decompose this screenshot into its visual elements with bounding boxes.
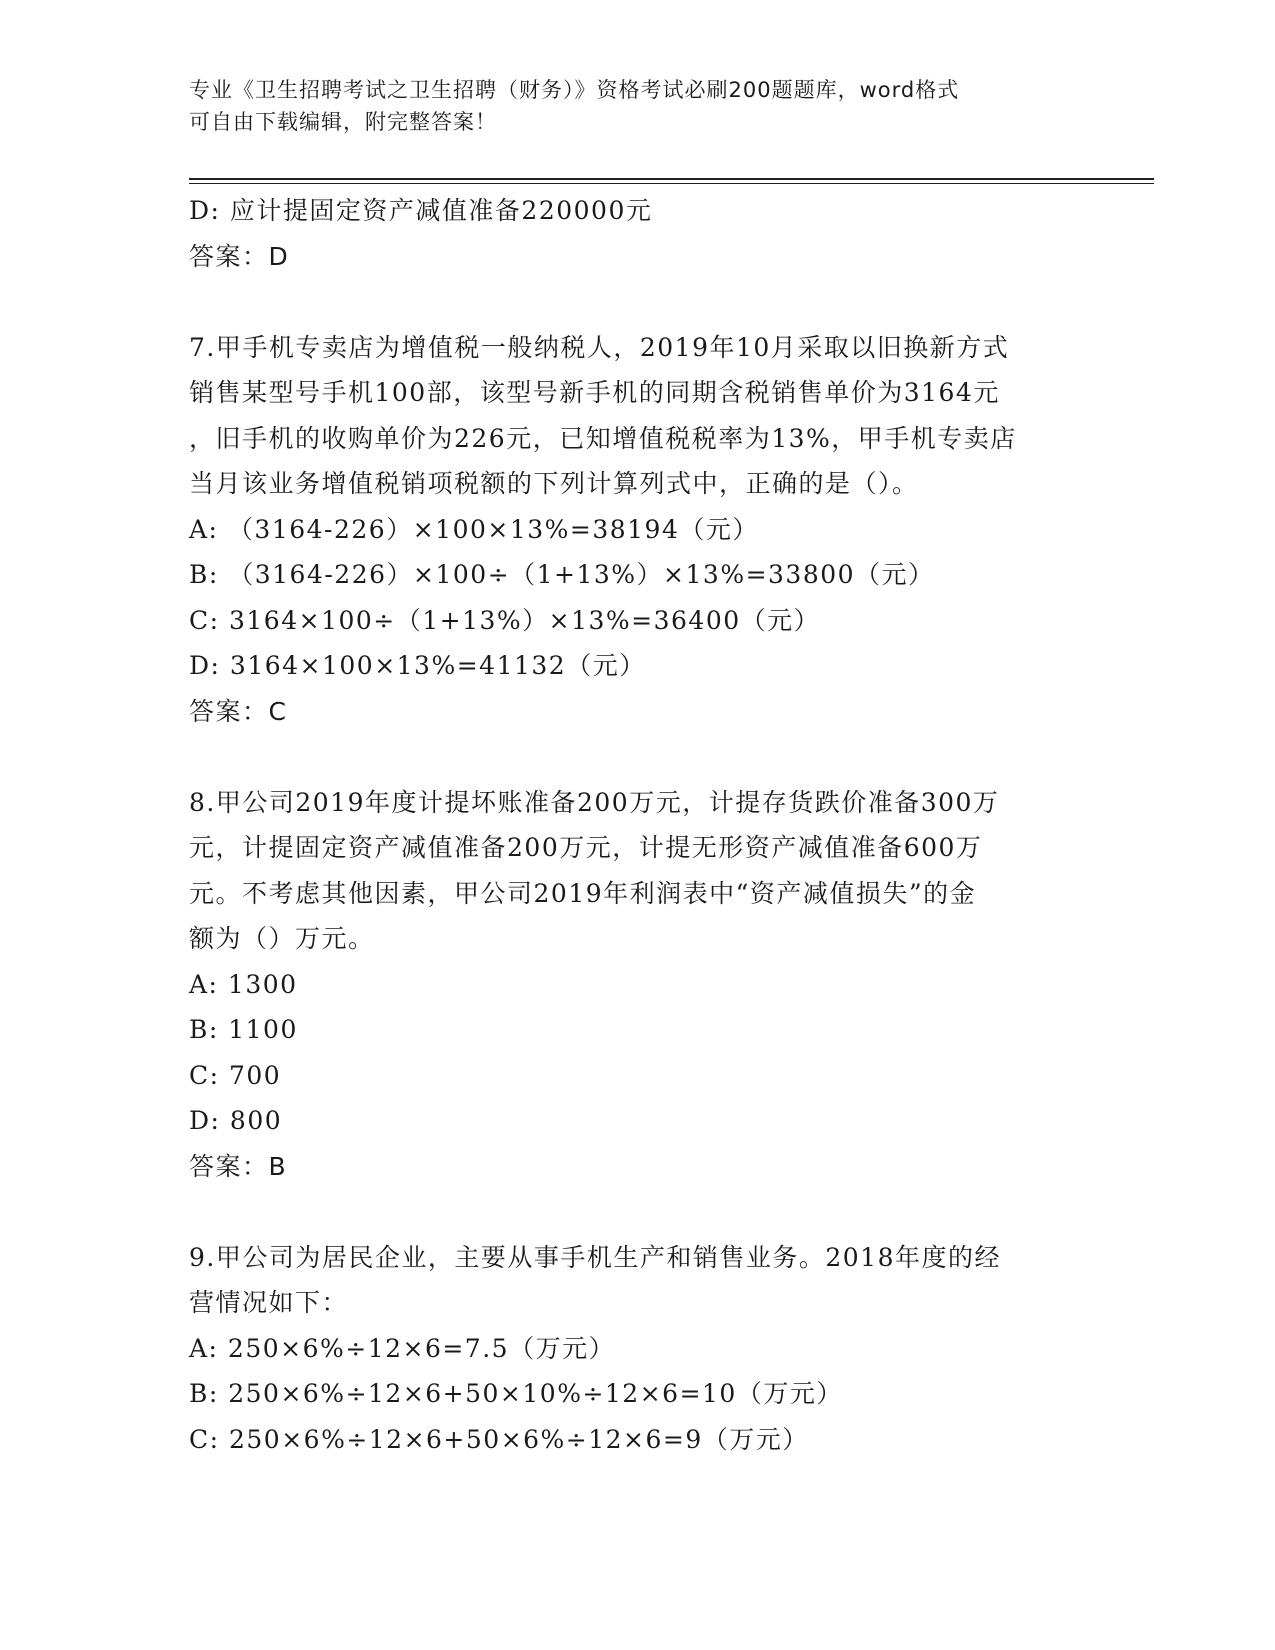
question-stem-line: 营情况如下： — [189, 1288, 349, 1317]
answer: 答案：D — [189, 241, 290, 271]
question-stem-line: 额为（）万元。 — [189, 924, 375, 953]
question-stem-line: 销售某型号手机100部，该型号新手机的同期含税销售单价为3164元 — [189, 378, 1000, 407]
header-rule-thick — [189, 178, 1154, 180]
question-stem-line: 9.甲公司为居民企业，主要从事手机生产和销售业务。2018年度的经 — [189, 1242, 1001, 1272]
option-d: D: 3164×100×13%=41132（元） — [189, 651, 646, 680]
question-stem-line: 7.甲手机专卖店为增值税一般纳税人，2019年10月采取以旧换新方式 — [189, 332, 1010, 362]
option-d: D: 800 — [189, 1106, 283, 1135]
question-stem-line: 元。不考虑其他因素，甲公司2019年利润表中“资产减值损失”的金 — [189, 878, 977, 908]
option-a: A: （3164-226）×100×13%=38194（元） — [189, 514, 759, 544]
spacer — [189, 279, 1089, 325]
spacer — [189, 1189, 1089, 1235]
document-header — [189, 74, 1089, 138]
question-6-tail — [189, 188, 1089, 279]
question-stem-line: 8.甲公司2019年度计提坏账准备200万元，计提存货跌价准备300万 — [189, 787, 1000, 817]
spacer — [189, 734, 1089, 780]
question-7 — [189, 325, 1089, 735]
document-body — [189, 188, 1089, 1462]
option-b: B: （3164-226）×100÷（1+13%）×13%=33800（元） — [189, 560, 935, 589]
option-a: A: 250×6%÷12×6=7.5（万元） — [189, 1333, 616, 1363]
option-c: C: 700 — [189, 1060, 282, 1090]
question-8 — [189, 780, 1089, 1190]
option-a: A: 1300 — [189, 969, 298, 999]
option-c: C: 3164×100÷（1+13%）×13%=36400（元） — [189, 605, 821, 635]
header-rule-thin — [189, 183, 1154, 184]
header-line-2: 可自由下载编辑，附完整答案！ — [189, 110, 497, 134]
option-b: B: 250×6%÷12×6+50×10%÷12×6=10（万元） — [189, 1379, 843, 1408]
option-b: B: 1100 — [189, 1015, 298, 1044]
answer: 答案：C — [189, 696, 288, 726]
header-line-1: 专业《卫生招聘考试之卫生招聘（财务）》资格考试必刷200题题库，word格式 — [189, 78, 960, 102]
question-9 — [189, 1235, 1089, 1463]
answer: 答案：B — [189, 1151, 288, 1181]
option-d: D: 应计提固定资产减值准备220000元 — [189, 196, 653, 225]
question-stem-line: 元，计提固定资产减值准备200万元，计提无形资产减值准备600万 — [189, 833, 983, 862]
question-stem-line: ，旧手机的收购单价为226元，已知增值税税率为13%，甲手机专卖店 — [189, 423, 1017, 453]
option-c: C: 250×6%÷12×6+50×6%÷12×6=9（万元） — [189, 1424, 809, 1454]
question-stem-line: 当月该业务增值税销项税额的下列计算列式中，正确的是（）。 — [189, 469, 919, 498]
